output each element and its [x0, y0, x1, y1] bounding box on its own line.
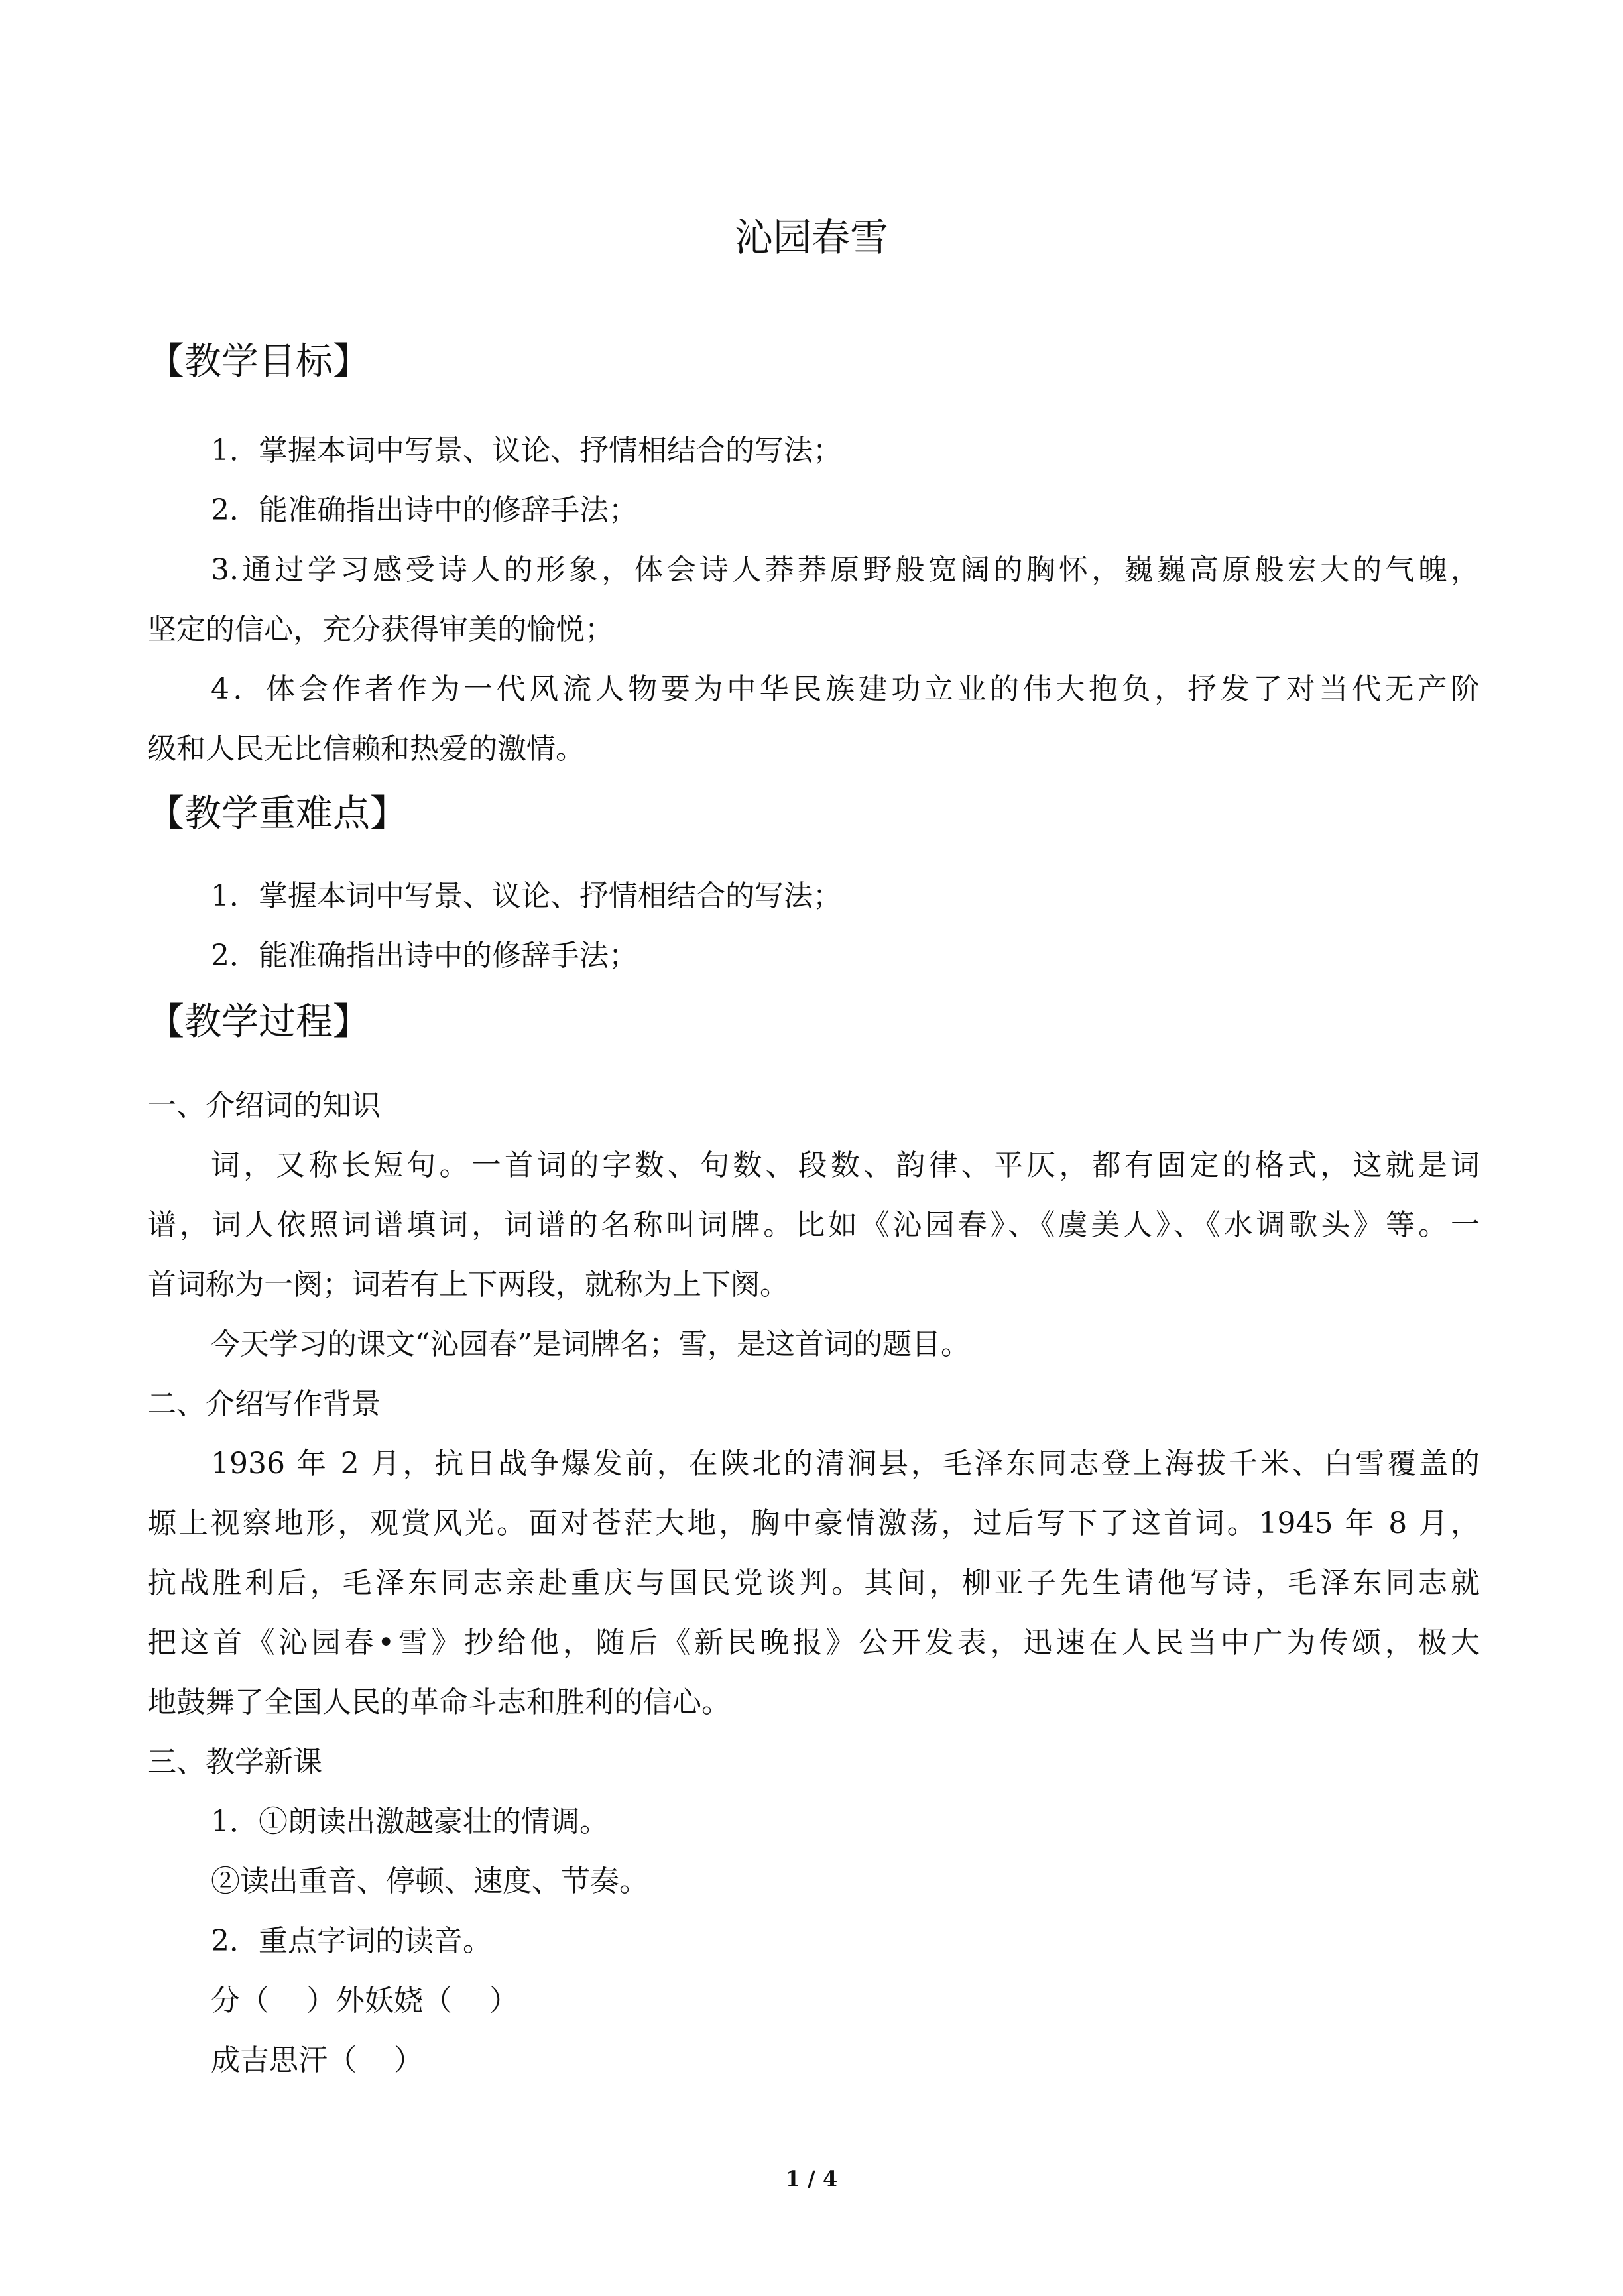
document-title: 沁园春雪 — [734, 215, 888, 260]
process-subheading-3: 三、教学新课 — [147, 1745, 322, 1779]
process-para-1-line-1: 词，又称长短句。一首词的字数、句数、段数、韵律、平仄，都有固定的格式，这就是词 — [211, 1148, 1480, 1182]
section-heading-process: 【教学过程】 — [147, 1000, 370, 1044]
goal-line-3-cont: 坚定的信心，充分获得审美的愉悦； — [147, 613, 614, 646]
process-para-1-line-2: 谱，词人依照词谱填词，词谱的名称叫词牌。比如《沁园春》、《虞美人》、《水调歌头》等。一 — [147, 1208, 1480, 1242]
goal-line-1: 1．掌握本词中写景、议论、抒情相结合的写法； — [211, 434, 842, 467]
process-item-1-sub: ②读出重音、停顿、速度、节奏。 — [211, 1864, 648, 1898]
page-number: 1 / 4 — [785, 2166, 838, 2191]
goal-line-3: 3.通过学习感受诗人的形象，体会诗人莽莽原野般宽阔的胸怀，巍巍高原般宏大的气魄， — [211, 553, 1480, 587]
section-heading-key-points: 【教学重难点】 — [147, 792, 407, 835]
process-pronunciation-1: 分（ ）外妖娆（ ） — [211, 1984, 518, 2018]
process-para-1-line-3: 首词称为一阕；词若有上下两段，就称为上下阕。 — [147, 1268, 789, 1301]
section-heading-goals: 【教学目标】 — [147, 340, 370, 383]
process-para-3-line-4: 把这首《沁园春•雪》抄给他，随后《新民晚报》公开发表，迅速在人民当中广为传颂，极大 — [147, 1626, 1480, 1660]
process-para-3-line-3: 抗战胜利后，毛泽东同志亲赴重庆与国民党谈判。其间，柳亚子先生请他写诗，毛泽东同志就 — [147, 1566, 1480, 1600]
goal-line-2: 2．能准确指出诗中的修辞手法； — [211, 493, 638, 527]
process-pronunciation-2: 成吉思汗（ ） — [211, 2043, 423, 2077]
process-subheading-2: 二、介绍写作背景 — [147, 1387, 381, 1421]
goal-line-4: 4．体会作者作为一代风流人物要为中华民族建功立业的伟大抱负，抒发了对当代无产阶 — [211, 672, 1480, 706]
process-item-2: 2．重点字词的读音。 — [211, 1924, 492, 1958]
process-para-3-line-2: 塬上视察地形，观赏风光。面对苍茫大地，胸中豪情激荡，过后写下了这首词。1945 年 8 月， — [147, 1506, 1480, 1540]
process-para-2-line-1: 今天学习的课文“沁园春”是词牌名；雪，是这首词的题目。 — [211, 1327, 970, 1361]
process-para-3-line-5: 地鼓舞了全国人民的革命斗志和胜利的信心。 — [147, 1685, 731, 1719]
process-subheading-1: 一、介绍词的知识 — [147, 1089, 381, 1122]
process-item-1: 1．①朗读出激越豪壮的情调。 — [211, 1805, 609, 1839]
process-para-3-line-1: 1936 年 2 月，抗日战争爆发前，在陕北的清涧县，毛泽东同志登上海拔千米、白雪覆盖的 — [211, 1447, 1480, 1480]
key-point-line-1: 1．掌握本词中写景、议论、抒情相结合的写法； — [211, 879, 842, 913]
key-point-line-2: 2．能准确指出诗中的修辞手法； — [211, 939, 638, 973]
goal-line-4-cont: 级和人民无比信赖和热爱的激情。 — [147, 732, 585, 766]
